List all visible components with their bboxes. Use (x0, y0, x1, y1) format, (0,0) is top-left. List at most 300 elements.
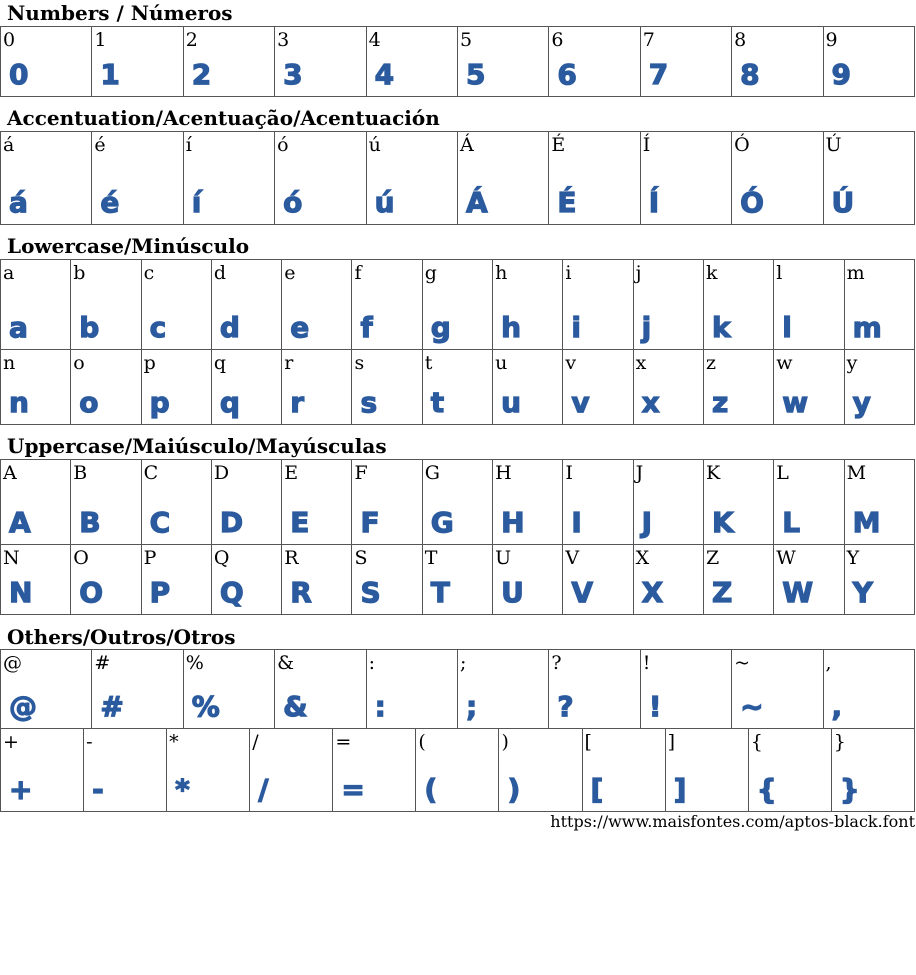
glyph-sample: U (501, 576, 524, 609)
glyph-label: Ó (734, 134, 750, 156)
glyph-sample: ] (673, 773, 687, 806)
glyph-cell (823, 132, 914, 225)
glyph-cell (823, 27, 914, 97)
glyph-sample: ú (374, 186, 395, 219)
glyph-label: 2 (185, 29, 198, 51)
glyph-sample: 7 (648, 58, 669, 91)
glyph-label: é (94, 134, 106, 156)
glyph-sample: Z (711, 576, 733, 609)
glyph-sample: ) (507, 773, 521, 806)
glyph-label: / (252, 731, 259, 753)
glyph-cell (1, 27, 92, 97)
glyph-sample: N (9, 576, 33, 609)
glyph-cell (250, 729, 333, 812)
glyph-sample: Y (852, 576, 873, 609)
glyph-cell (282, 350, 352, 425)
glyph-sample: % (191, 690, 220, 723)
glyph-sample: 5 (465, 58, 486, 91)
glyph-label: s (354, 352, 365, 374)
glyph-cell (422, 350, 492, 425)
glyph-cell (732, 132, 823, 225)
glyph-label: + (3, 731, 19, 753)
glyph-sample: é (100, 186, 120, 219)
glyph-cell (1, 650, 92, 729)
glyph-label: q (213, 352, 227, 374)
glyph-sample: A (9, 506, 31, 539)
section-title: Lowercase/Minúsculo (7, 234, 250, 258)
glyph-cell (183, 650, 274, 729)
glyph-sample: ; (465, 690, 478, 723)
glyph-sample: X (641, 576, 664, 609)
glyph-label: í (185, 134, 192, 156)
glyph-cell (211, 350, 281, 425)
glyph-label: n (3, 352, 16, 374)
glyph-sample: f (360, 311, 373, 344)
glyph-label: w (776, 352, 793, 374)
glyph-label: = (335, 731, 352, 753)
glyph-sample: O (79, 576, 104, 609)
glyph-label: a (3, 262, 15, 284)
glyph-sample: á (9, 186, 28, 219)
glyph-label: P (143, 547, 157, 569)
glyph-cell (665, 729, 748, 812)
glyph-label: ] (667, 731, 676, 753)
glyph-table (0, 544, 915, 615)
glyph-table (0, 259, 915, 350)
glyph-label: t (424, 352, 433, 374)
glyph-sample: i (571, 311, 581, 344)
glyph-cell (422, 545, 492, 615)
glyph-label: : (368, 652, 375, 674)
glyph-sample: B (79, 506, 101, 539)
glyph-cell (774, 350, 844, 425)
glyph-sample: r (290, 386, 304, 419)
glyph-cell (275, 650, 366, 729)
glyph-label: T (424, 547, 438, 569)
glyph-cell (211, 260, 281, 350)
glyph-label: 5 (459, 29, 473, 51)
glyph-cell (732, 27, 823, 97)
glyph-cell (71, 350, 141, 425)
glyph-cell (703, 260, 773, 350)
glyph-sample: K (711, 506, 734, 539)
section-title: Others/Outros/Otros (7, 625, 236, 649)
glyph-sample: v (571, 386, 590, 419)
glyph-cell (422, 260, 492, 350)
glyph-label: 3 (277, 29, 290, 51)
glyph-cell (1, 460, 71, 545)
glyph-sample: h (501, 311, 522, 344)
glyph-label: l (776, 262, 783, 284)
glyph-table (0, 349, 915, 425)
glyph-cell (141, 460, 211, 545)
glyph-row (1, 27, 915, 97)
glyph-label: o (73, 352, 85, 374)
glyph-cell (71, 260, 141, 350)
glyph-label: 9 (825, 29, 838, 51)
glyph-label: B (73, 462, 88, 484)
glyph-label: c (143, 262, 155, 284)
glyph-cell (844, 260, 914, 350)
glyph-sample: V (571, 576, 594, 609)
glyph-label: ú (368, 134, 381, 156)
glyph-cell (549, 650, 640, 729)
glyph-label: Z (705, 547, 720, 569)
glyph-cell (275, 27, 366, 97)
glyph-cell (92, 650, 183, 729)
glyph-sample: G (430, 506, 454, 539)
glyph-sample: I (571, 506, 582, 539)
glyph-cell (563, 545, 633, 615)
glyph-sample: L (782, 506, 801, 539)
glyph-row (1, 132, 915, 225)
glyph-sample: J (641, 506, 653, 539)
glyph-cell (823, 650, 914, 729)
glyph-label: O (73, 547, 89, 569)
glyph-label: @ (3, 652, 22, 674)
glyph-cell (774, 260, 844, 350)
glyph-cell (1, 729, 84, 812)
glyph-label: K (705, 462, 721, 484)
glyph-cell (416, 729, 499, 812)
glyph-cell (640, 650, 731, 729)
glyph-label: f (354, 262, 362, 284)
glyph-sample: T (430, 576, 450, 609)
glyph-sample: Ú (831, 186, 855, 219)
glyph-cell (563, 260, 633, 350)
glyph-sample: Á (465, 186, 488, 219)
glyph-label: ~ (734, 652, 751, 674)
glyph-sample: n (9, 386, 29, 419)
glyph-sample: E (290, 506, 310, 539)
glyph-cell (582, 729, 665, 812)
glyph-cell (422, 460, 492, 545)
glyph-label: - (86, 731, 93, 753)
glyph-label: b (73, 262, 86, 284)
glyph-cell (549, 132, 640, 225)
glyph-cell (282, 460, 352, 545)
glyph-cell (633, 460, 703, 545)
glyph-label: % (185, 652, 204, 674)
glyph-table (0, 728, 915, 812)
glyph-label: N (3, 547, 20, 569)
glyph-cell (1, 132, 92, 225)
glyph-label: # (94, 652, 111, 674)
glyph-sample: H (501, 506, 525, 539)
glyph-sample: 0 (9, 58, 29, 91)
glyph-sample: W (782, 576, 814, 609)
glyph-label: É (551, 134, 566, 156)
glyph-cell (640, 132, 731, 225)
glyph-label: g (424, 262, 437, 284)
glyph-label: Y (846, 547, 860, 569)
glyph-label: ( (418, 731, 426, 753)
glyph-table (0, 459, 915, 545)
glyph-label: j (635, 262, 642, 284)
glyph-sample: @ (9, 690, 37, 723)
glyph-sample: 8 (740, 58, 760, 91)
glyph-sample: s (360, 386, 378, 419)
glyph-label: , (825, 652, 832, 674)
glyph-cell (167, 729, 250, 812)
glyph-sample: : (374, 690, 386, 723)
glyph-sample: P (149, 576, 171, 609)
glyph-sample: ó (283, 186, 303, 219)
glyph-sample: o (79, 386, 99, 419)
glyph-label: z (705, 352, 716, 374)
glyph-row (1, 460, 915, 545)
glyph-cell (732, 650, 823, 729)
glyph-cell (703, 545, 773, 615)
glyph-cell (457, 650, 548, 729)
glyph-sample: í (191, 186, 202, 219)
glyph-row (1, 650, 915, 729)
glyph-sample: ! (648, 690, 662, 723)
glyph-cell (633, 545, 703, 615)
glyph-sample: a (9, 311, 28, 344)
glyph-cell (1, 545, 71, 615)
glyph-label: X (635, 547, 650, 569)
glyph-cell (141, 350, 211, 425)
glyph-sample: 2 (191, 58, 212, 91)
glyph-cell (748, 729, 831, 812)
glyph-label: E (284, 462, 299, 484)
glyph-cell (493, 350, 563, 425)
glyph-cell (703, 350, 773, 425)
glyph-sample: É (557, 186, 577, 219)
glyph-cell (71, 460, 141, 545)
glyph-sample: + (9, 773, 33, 806)
glyph-label: [ (584, 731, 592, 753)
glyph-label: D (213, 462, 230, 484)
glyph-label: ; (459, 652, 467, 674)
glyph-cell (703, 460, 773, 545)
glyph-label: 7 (642, 29, 655, 51)
glyph-table (0, 131, 915, 225)
glyph-sample: l (782, 311, 792, 344)
glyph-sample: ( (424, 773, 438, 806)
glyph-label: C (143, 462, 159, 484)
glyph-cell (366, 132, 457, 225)
glyph-sample: F (360, 506, 380, 539)
glyph-sample: * (175, 773, 190, 806)
glyph-sample: k (711, 311, 731, 344)
glyph-sample: S (360, 576, 381, 609)
glyph-cell (563, 350, 633, 425)
glyph-label: x (635, 352, 647, 374)
glyph-sample: ? (557, 690, 574, 723)
glyph-label: 1 (94, 29, 107, 51)
glyph-label: U (495, 547, 512, 569)
glyph-label: G (424, 462, 440, 484)
glyph-cell (844, 460, 914, 545)
glyph-sample: - (92, 773, 104, 806)
glyph-sample: b (79, 311, 100, 344)
glyph-label: S (354, 547, 368, 569)
glyph-label: Q (213, 547, 230, 569)
section-title: Uppercase/Maiúsculo/Mayúsculas (7, 434, 387, 458)
glyph-sample: Q (219, 576, 244, 609)
glyph-cell (84, 729, 167, 812)
glyph-label: ? (551, 652, 562, 674)
glyph-sample: 6 (557, 58, 577, 91)
glyph-cell (831, 729, 914, 812)
glyph-cell (92, 27, 183, 97)
glyph-label: & (277, 652, 295, 674)
glyph-cell (352, 350, 422, 425)
glyph-label: F (354, 462, 368, 484)
glyph-cell (774, 545, 844, 615)
glyph-cell (352, 545, 422, 615)
glyph-cell (1, 350, 71, 425)
glyph-cell (71, 545, 141, 615)
glyph-sample: } (839, 773, 860, 806)
glyph-label: W (776, 547, 796, 569)
glyph-sample: = (341, 773, 365, 806)
glyph-label: J (635, 462, 644, 484)
glyph-cell (844, 350, 914, 425)
glyph-label: I (565, 462, 573, 484)
glyph-cell (352, 460, 422, 545)
glyph-label: 0 (3, 29, 16, 51)
glyph-sample: g (430, 311, 451, 344)
glyph-sample: & (283, 690, 308, 723)
glyph-cell (549, 27, 640, 97)
section-title: Numbers / Números (7, 1, 233, 25)
glyph-cell (366, 650, 457, 729)
glyph-sample: [ (590, 773, 604, 806)
glyph-label: L (776, 462, 789, 484)
glyph-cell (640, 27, 731, 97)
glyph-label: k (705, 262, 718, 284)
glyph-label: 8 (734, 29, 747, 51)
glyph-label: Í (642, 134, 651, 156)
glyph-label: 4 (368, 29, 381, 51)
glyph-label: ) (501, 731, 509, 753)
glyph-sample: j (641, 311, 652, 344)
glyph-table (0, 649, 915, 729)
glyph-cell (211, 545, 281, 615)
glyph-cell (774, 460, 844, 545)
glyph-row (1, 545, 915, 615)
glyph-cell (141, 260, 211, 350)
glyph-sample: x (641, 386, 660, 419)
glyph-label: h (495, 262, 508, 284)
glyph-sample: 9 (831, 58, 851, 91)
glyph-label: d (213, 262, 227, 284)
glyph-sample: e (290, 311, 310, 344)
glyph-cell (352, 260, 422, 350)
glyph-label: R (284, 547, 299, 569)
glyph-label: } (833, 731, 846, 753)
glyph-sample: t (430, 386, 445, 419)
glyph-label: u (495, 352, 508, 374)
glyph-cell (333, 729, 416, 812)
glyph-cell (563, 460, 633, 545)
glyph-sample: C (149, 506, 171, 539)
glyph-label: M (846, 462, 867, 484)
glyph-sample: 4 (374, 58, 395, 91)
glyph-sample: # (100, 690, 124, 723)
section-title: Accentuation/Acentuação/Acentuación (7, 106, 440, 130)
glyph-cell (493, 545, 563, 615)
glyph-label: A (3, 462, 17, 484)
glyph-label: m (846, 262, 865, 284)
glyph-label: V (565, 547, 580, 569)
glyph-table (0, 26, 915, 97)
glyph-cell (366, 27, 457, 97)
glyph-label: Ú (825, 134, 842, 156)
glyph-cell (633, 350, 703, 425)
glyph-sample: ~ (740, 690, 764, 723)
glyph-sample: Ó (740, 186, 764, 219)
glyph-sample: R (290, 576, 312, 609)
glyph-label: y (846, 352, 858, 374)
glyph-row (1, 729, 915, 812)
glyph-label: r (284, 352, 294, 374)
glyph-sample: z (711, 386, 729, 419)
glyph-sample: 3 (283, 58, 303, 91)
glyph-sample: d (219, 311, 240, 344)
glyph-label: v (565, 352, 577, 374)
glyph-sample: M (852, 506, 881, 539)
glyph-cell (493, 260, 563, 350)
glyph-row (1, 350, 915, 425)
glyph-sample: D (219, 506, 244, 539)
glyph-cell (457, 132, 548, 225)
glyph-cell (92, 132, 183, 225)
glyph-cell (1, 260, 71, 350)
glyph-label: p (143, 352, 156, 374)
glyph-label: { (750, 731, 763, 753)
glyph-row (1, 260, 915, 350)
glyph-label: e (284, 262, 296, 284)
glyph-label: ó (277, 134, 289, 156)
glyph-cell (633, 260, 703, 350)
glyph-label: * (169, 731, 179, 753)
glyph-label: ! (642, 652, 651, 674)
glyph-label: 6 (551, 29, 564, 51)
glyph-cell (282, 545, 352, 615)
glyph-cell (457, 27, 548, 97)
footer-url[interactable]: https://www.maisfontes.com/aptos-black.font (550, 812, 915, 831)
glyph-sample: { (756, 773, 777, 806)
glyph-cell (275, 132, 366, 225)
glyph-cell (844, 545, 914, 615)
glyph-sample: 1 (100, 58, 120, 91)
glyph-sample: u (501, 386, 522, 419)
glyph-cell (282, 260, 352, 350)
glyph-cell (183, 27, 274, 97)
glyph-cell (183, 132, 274, 225)
glyph-sample: , (831, 690, 843, 723)
glyph-cell (211, 460, 281, 545)
glyph-cell (499, 729, 582, 812)
glyph-sample: c (149, 311, 167, 344)
glyph-sample: y (852, 386, 871, 419)
glyph-sample: q (219, 386, 240, 419)
glyph-cell (493, 460, 563, 545)
glyph-label: i (565, 262, 572, 284)
glyph-sample: m (852, 311, 882, 344)
glyph-sample: w (782, 386, 809, 419)
glyph-label: Á (459, 134, 474, 156)
glyph-sample: p (149, 386, 170, 419)
glyph-sample: Í (648, 186, 660, 219)
glyph-cell (141, 545, 211, 615)
glyph-sample: / (258, 773, 269, 806)
glyph-label: H (495, 462, 512, 484)
